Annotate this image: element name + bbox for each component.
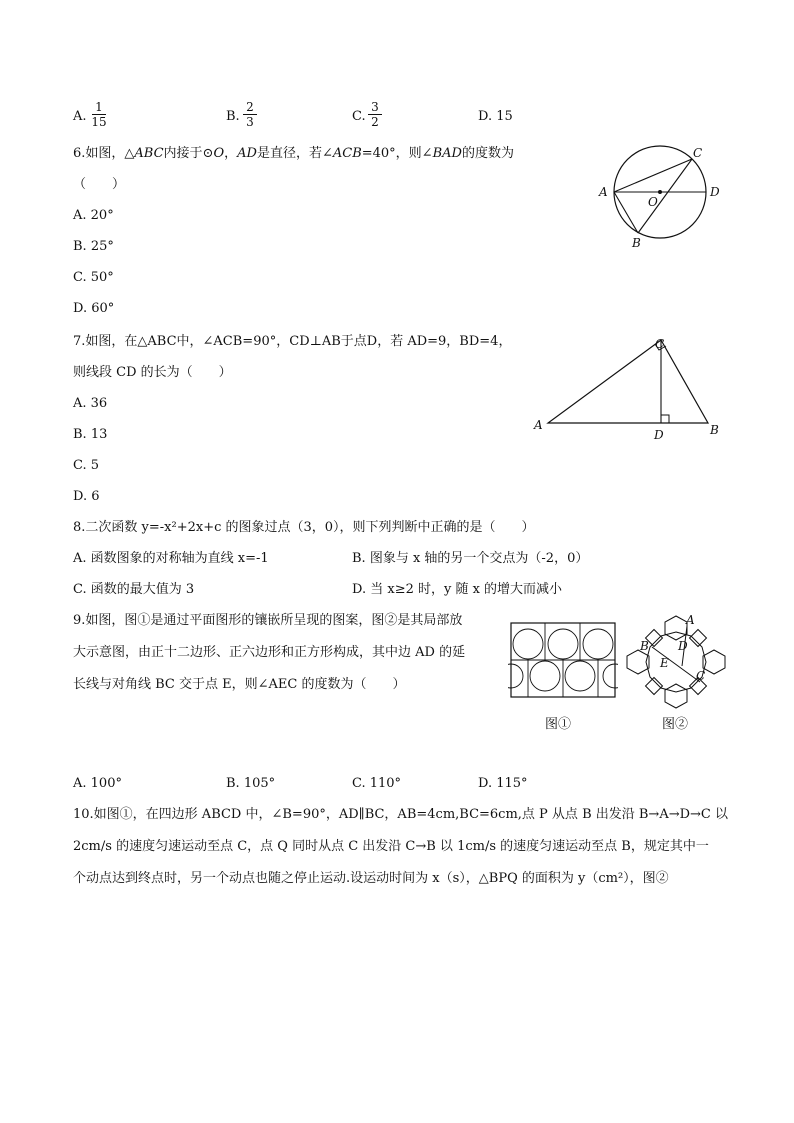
q10-stem-line2: 2cm/s 的速度匀速运动至点 C，点 Q 同时从点 C 出发沿 C→B 以 1cm/s 的速度匀速运动至点 B，规定其中一 [73,839,709,854]
q7-stem-line2: 则线段 CD 的长为（ ） [73,365,232,380]
q8-option-b: B. 图象与 x 轴的另一个交点为（-2，0） [352,551,589,566]
fraction-numerator: 3 [371,100,379,114]
q7-option-d: D. 6 [73,489,100,504]
q5-option-b-label: B. [226,109,240,124]
q5-option-a-label: A. [73,109,87,124]
q7-option-a: A. 36 [73,396,108,411]
q5-option-b-fraction [242,100,258,129]
q6-option-a: A. 20° [73,208,114,223]
q8-option-a: A. 函数图象的对称轴为直线 x=-1 [73,551,269,566]
q10-stem-line1: 10.如图①，在四边形 ABCD 中，∠B=90°，AD∥BC，AB=4cm,BC=6cm,点 P 从点 B 出发沿 B→A→D→C 以 [73,807,729,822]
q7-option-b: B. 13 [73,427,108,442]
point-label-d: D [654,428,664,442]
point-label-a: A [599,185,608,199]
q9-tessellation-figure-1 [508,620,618,700]
q6-answer-paren: （ ） [73,177,126,192]
q9-stem-line1: 9.如图，图①是通过平面图形的镶嵌所呈现的图案，图②是其局部放 [73,613,463,628]
q10-stem-line3: 个动点达到终点时，另一个动点也随之停止运动.设运动时间为 x（s），△BPQ 的面积为 y（cm²），图② [73,871,669,886]
q9-figure-1-caption: 图① [545,717,572,732]
fraction-denominator: 2 [371,115,379,129]
fraction-denominator: 15 [91,115,107,129]
point-label-a: A [534,418,543,432]
point-label-b: B [640,639,649,653]
q6-option-c: C. 50° [73,270,114,285]
point-label-b: B [632,236,641,250]
q5-option-c-label: C. [352,109,366,124]
point-label-b: B [710,423,719,437]
q9-option-c: C. 110° [352,776,402,791]
point-label-d: D [710,185,720,199]
q8-option-c: C. 函数的最大值为 3 [73,582,195,597]
q6-option-d: D. 60° [73,301,115,316]
q9-tessellation-figure-2 [626,610,726,710]
point-label-c: C [696,669,706,683]
fraction-numerator: 1 [95,100,103,114]
point-label-c: C [693,146,703,160]
q7-right-triangle-figure [528,330,728,445]
q5-option-a-fraction [91,100,107,129]
q6-option-b: B. 25° [73,239,114,254]
q8-stem: 8.二次函数 y=-x²+2x+c 的图象过点（3，0），则下列判断中正确的是（ ） [73,520,535,535]
q9-option-b: B. 105° [226,776,276,791]
point-label-a: A [686,613,695,627]
q9-option-d: D. 115° [478,776,528,791]
fraction-denominator: 3 [246,115,254,129]
q6-circle-figure [590,138,730,253]
q5-option-d: D. 15 [478,109,513,124]
q7-stem-line1: 7.如图，在△ABC中，∠ACB=90°，CD⊥AB于点D，若 AD=9，BD=4， [73,334,512,349]
point-label-d: D [678,639,688,653]
q9-figure-2-caption: 图② [662,717,689,732]
fraction-numerator: 2 [246,100,254,114]
q6-stem: 6.如图，△ABC内接于⊙O，AD是直径，若∠ACB=40°，则∠BAD的度数为 [73,146,514,161]
q5-option-c-fraction [367,100,383,129]
point-label-o: O [648,195,658,209]
q9-option-a: A. 100° [73,776,122,791]
q9-stem-line3: 长线与对角线 BC 交于点 E，则∠AEC 的度数为（ ） [73,677,406,692]
point-label-e: E [660,656,669,670]
q9-stem-line2: 大示意图，由正十二边形、正六边形和正方形构成，其中边 AD 的延 [73,645,466,660]
point-label-c: C [655,337,665,351]
q8-option-d: D. 当 x≥2 时，y 随 x 的增大而减小 [352,582,563,597]
q7-option-c: C. 5 [73,458,100,473]
